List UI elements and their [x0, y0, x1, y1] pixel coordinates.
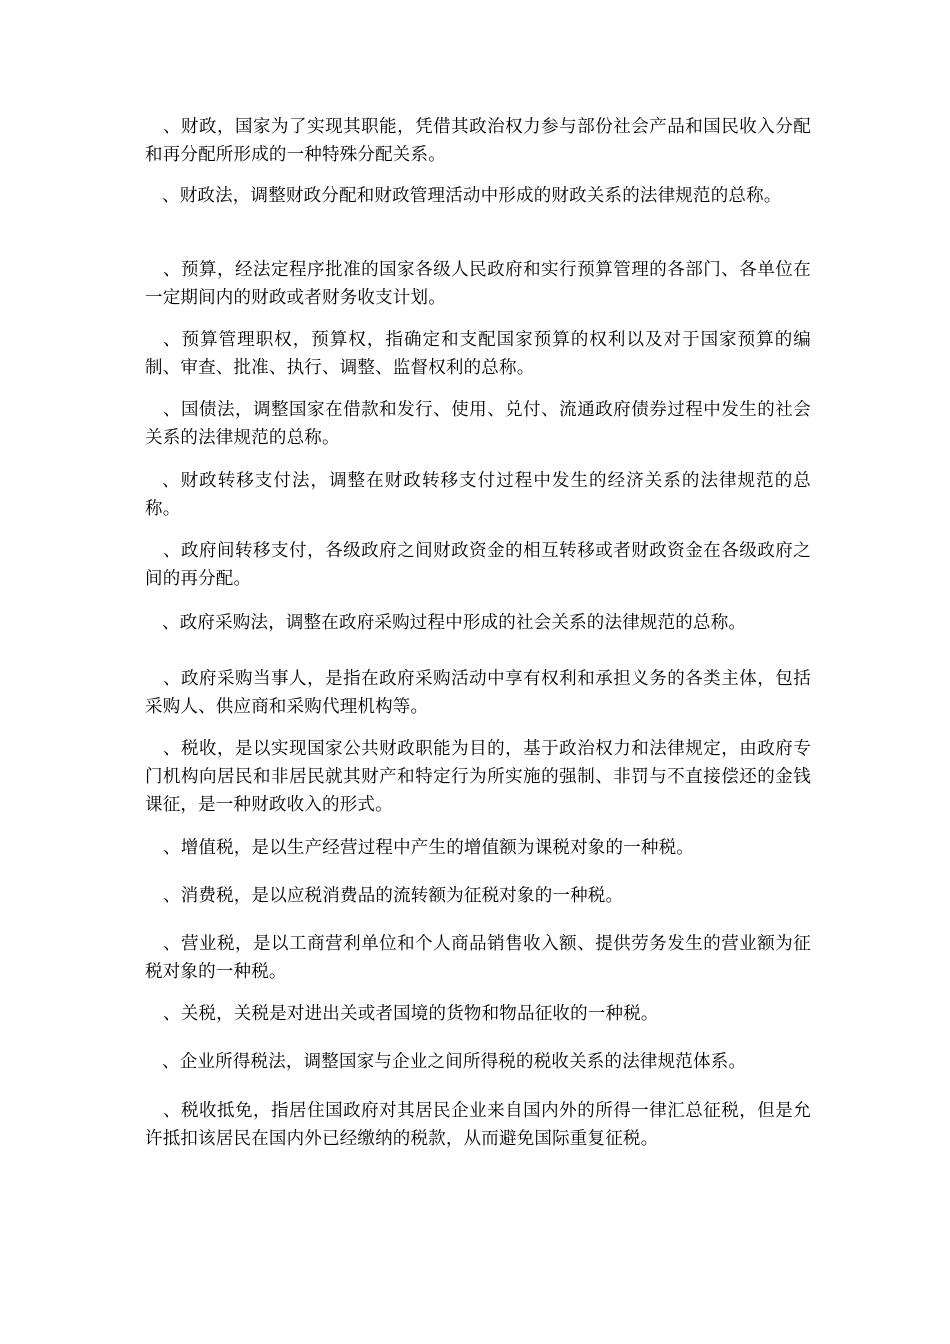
- paragraph-customs-duty: 、关税，关税是对进出关或者国境的货物和物品征收的一种税。: [163, 1004, 659, 1024]
- paragraph-business-tax: 、营业税，是以工商营利单位和个人商品销售收入额、提供劳务发生的营业额为征税对象的一种税。: [145, 934, 811, 982]
- paragraph-vat: 、增值税，是以生产经营过程中产生的增值额为课税对象的一种税。: [163, 838, 694, 858]
- paragraph-budget-authority: 、预算管理职权，预算权，指确定和支配国家预算的权利以及对于国家预算的编制、审查、批准、执行、调整、监督权利的总称。: [145, 330, 811, 378]
- paragraph-consumption-tax: 、消费税，是以应税消费品的流转额为征税对象的一种税。: [163, 886, 624, 906]
- paragraph-fiscal: 、财政，国家为了实现其职能，凭借其政治权力参与部份社会产品和国民收入分配和再分配所形成的一种特殊分配关系。: [145, 117, 811, 165]
- paragraph-national-debt-law: 、国债法，调整国家在借款和发行、使用、兑付、流通政府债券过程中发生的社会关系的法律规范的总称。: [145, 400, 811, 448]
- paragraph-government-procurement-law: 、政府采购法，调整在政府采购过程中形成的社会关系的法律规范的总称。: [162, 613, 747, 633]
- paragraph-taxation: 、税收，是以实现国家公共财政职能为目的，基于政治权力和法律规定，由政府专门机构向居民和非居民就其财产和特定行为所实施的强制、非罚与不直接偿还的金钱课征，是一种财政收入的形式。: [145, 739, 811, 815]
- paragraph-procurement-parties: 、政府采购当事人，是指在政府采购活动中享有权利和承担义务的各类主体，包括采购人、供应商和采购代理机构等。: [145, 669, 811, 717]
- paragraph-intergovernmental-transfer: 、政府间转移支付，各级政府之间财政资金的相互转移或者财政资金在各级政府之间的再分配。: [145, 541, 811, 589]
- paragraph-budget: 、预算，经法定程序批准的国家各级人民政府和实行预算管理的各部门、各单位在一定期间内的财政或者财务收支计划。: [145, 260, 811, 308]
- paragraph-transfer-payment-law: 、财政转移支付法，调整在财政转移支付过程中发生的经济关系的法律规范的总称。: [145, 471, 811, 519]
- paragraph-tax-credit: 、税收抵免，指居住国政府对其居民企业来自国内外的所得一律汇总征税，但是允许抵扣该居民在国内外已经缴纳的税款，从而避免国际重复征税。: [145, 1101, 811, 1149]
- paragraph-enterprise-income-tax-law: 、企业所得税法，调整国家与企业之间所得税的税收关系的法律规范体系。: [162, 1052, 747, 1072]
- paragraph-fiscal-law: 、财政法，调整财政分配和财政管理活动中形成的财政关系的法律规范的总称。: [162, 186, 782, 206]
